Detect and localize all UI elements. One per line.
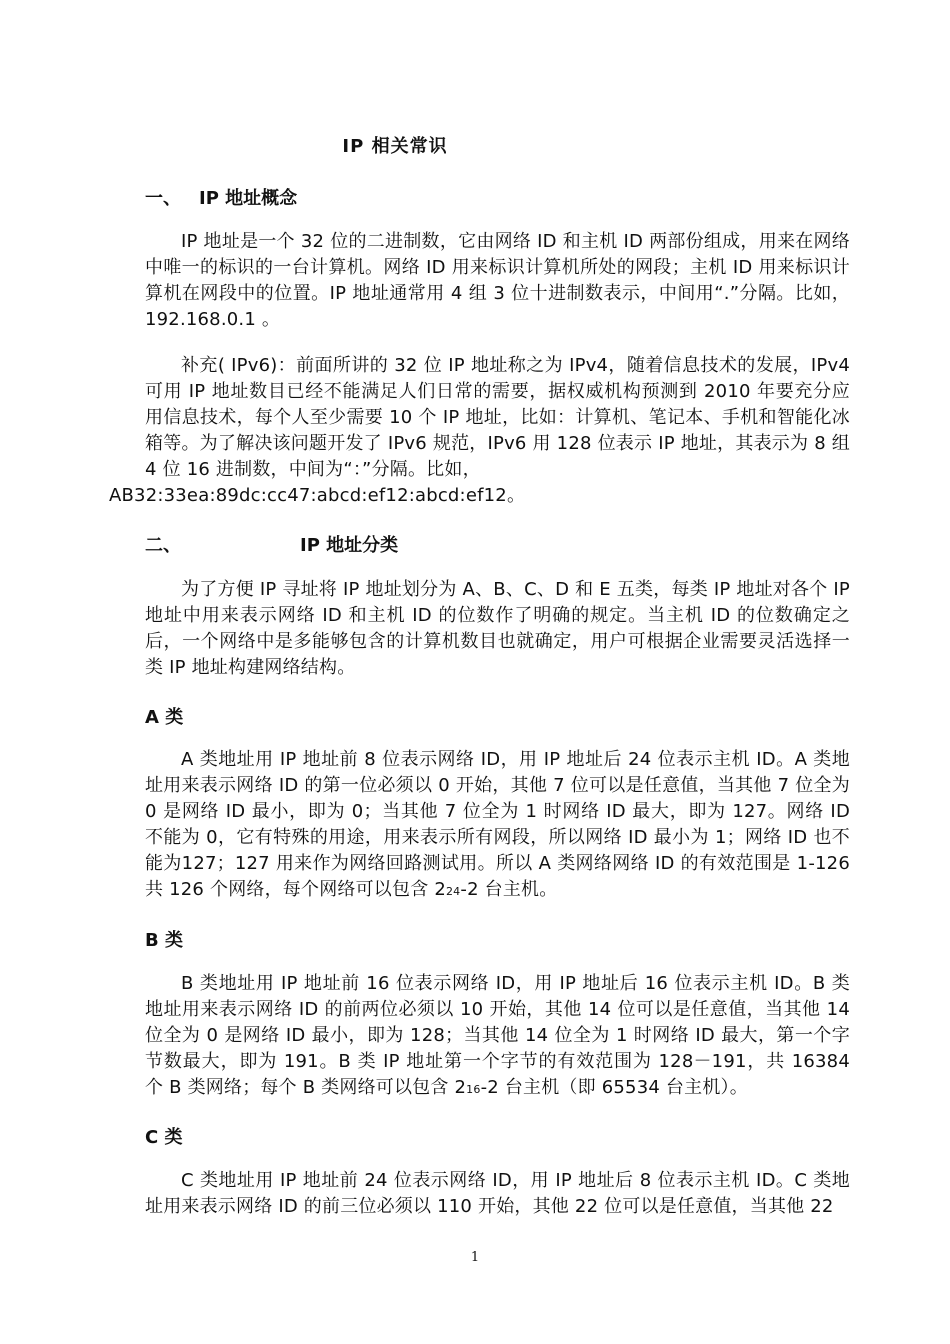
class-c-heading: C 类 bbox=[145, 1127, 183, 1148]
section-1-number: 一、 bbox=[145, 188, 181, 209]
page-title: IP 相关常识 bbox=[342, 136, 448, 157]
class-a-heading: A 类 bbox=[145, 707, 184, 728]
class-a-exponent: 24 bbox=[445, 885, 461, 898]
class-b-text: B 类地址用 IP 地址前 16 位表示网络 ID，用 IP 地址后 16 位表示主机 ID。B 类地址用来表示网络 ID 的前两位必须以 10 开始，其他 14 位可以是任意值，当其他 14 位全为 0 是网络 ID 最小，即为 128；当其他 14 位全为 1 时网络 ID 最大，第一个字节数最大，即为 191。B 类 IP 地址第一个字节的有效范围为 128－191，共 16384 个 B 类网络；每个 B 类网络可以包含 2 bbox=[145, 973, 850, 1098]
section-1-paragraph-1: IP 地址是一个 32 位的二进制数，它由网络 ID 和主机 ID 两部份组成，用来在网络中唯一的标识的一台计算机。网络 ID 用来标识计算机所处的网段；主机 ID 用来标识计算机在网段中的位置。IP 地址通常用 4 组 3 位十进制数表示，中间用“.”分隔。比如，192.168.0.1 。 bbox=[145, 231, 850, 330]
class-b-heading: B 类 bbox=[145, 930, 183, 951]
class-b-exponent: 16 bbox=[466, 1083, 481, 1096]
section-2-number: 二、 bbox=[145, 535, 181, 556]
class-b-paragraph bbox=[145, 971, 850, 1103]
section-2-title: IP 地址分类 bbox=[300, 535, 399, 556]
section-1-title: IP 地址概念 bbox=[199, 188, 298, 209]
ipv6-example-address: AB32:33ea:89dc:cc47:abcd:ef12:abcd:ef12。 bbox=[109, 485, 526, 506]
section-1-paragraph-2 bbox=[109, 353, 850, 509]
class-a-text-end: -2 台主机。 bbox=[460, 879, 558, 900]
ipv6-supplement-text: 补充( IPv6)：前面所讲的 32 位 IP 地址称之为 IPv4，随着信息技术的发展，IPv4 可用 IP 地址数目已经不能满足人们日常的需要，据权威机构预测到 2010 年要充分应用信息技术，每个人至少需要 10 个 IP 地址，比如：计算机、笔记本、手机和智能化冰箱等。为了解决该问题开发了 IPv6 规范，IPv6 用 128 位表示 IP 地址，其表示为 8 组 4 位 16 进制数，中间为“：”分隔。比如， bbox=[145, 355, 850, 480]
class-b-text-end: -2 台主机（即 65534 台主机）。 bbox=[480, 1077, 748, 1098]
page-number: 1 bbox=[470, 1250, 480, 1265]
class-c-paragraph: C 类地址用 IP 地址前 24 位表示网络 ID，用 IP 地址后 8 位表示主机 ID。C 类地址用来表示网络 ID 的前三位必须以 110 开始，其他 22 位可以是任意值，当其他 22 bbox=[145, 1170, 850, 1217]
class-a-paragraph bbox=[145, 747, 850, 905]
section-2-heading bbox=[145, 531, 399, 557]
section-1-heading bbox=[145, 184, 298, 210]
section-2-paragraph-1: 为了方便 IP 寻址将 IP 地址划分为 A、B、C、D 和 E 五类，每类 IP 地址对各个 IP 地址中用来表示网络 ID 和主机 ID 的位数作了明确的规定。当主机 ID 的位数确定之后，一个网络中是多能够包含的计算机数目也就确定，用户可根据企业需要灵活选择一类 IP 地址构建网络结构。 bbox=[145, 579, 850, 678]
class-a-text: A 类地址用 IP 地址前 8 位表示网络 ID，用 IP 地址后 24 位表示主机 ID。A 类地址用来表示网络 ID 的第一位必须以 0 开始，其他 7 位可以是任意值，当其他 7 位全为 0 是网络 ID 最小，即为 0；当其他 7 位全为 1 时网络 ID 最大，即为 127。网络 ID 不能为 0，它有特殊的用途，用来表示所有网段，所以网络 ID 最小为 1；网络 ID 也不能为127；127 用来作为网络回路测试用。所以 A 类网络网络 ID 的有效范围是 1-126 共 126 个网络，每个网络可以包含 2 bbox=[145, 749, 850, 900]
